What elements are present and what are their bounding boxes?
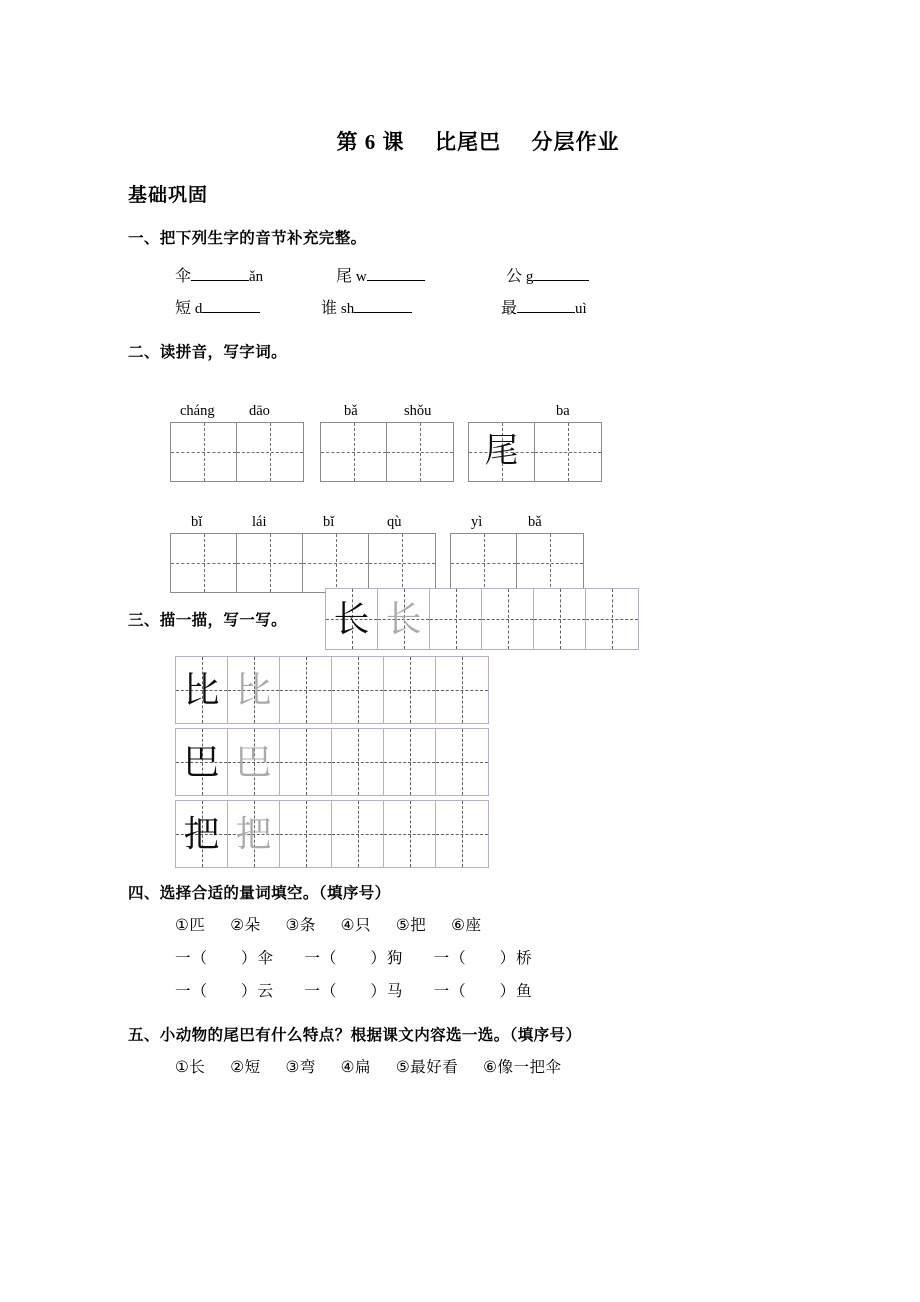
tianzige-cell[interactable] — [237, 534, 303, 592]
option-item[interactable]: ④扁 — [340, 1059, 372, 1077]
fill-blank-item[interactable]: 一（ ）桥 — [433, 950, 533, 968]
trace-glyph-outline: 把 — [235, 814, 272, 854]
pinyin-label: ba — [556, 403, 570, 420]
tianzige-grid[interactable] — [170, 533, 436, 593]
syllable-blank[interactable] — [533, 268, 589, 281]
page-title — [0, 0, 920, 156]
syllable-item[interactable] — [501, 293, 587, 325]
title-lesson: 第 6 课 — [336, 130, 405, 154]
trace-glyph-model: 巴 — [183, 742, 220, 782]
trace-cell[interactable] — [384, 801, 436, 867]
syllable-char: 谁 — [321, 300, 338, 318]
fill-blank-item[interactable]: 一（ ）狗 — [304, 950, 404, 968]
syllable-prefix: w — [355, 269, 367, 286]
tianzige-cell[interactable] — [469, 423, 535, 481]
exercise-2-prompt: 二、读拼音，写字词。 — [128, 344, 288, 362]
syllable-char: 伞 — [175, 268, 192, 286]
trace-glyph-outline: 巴 — [235, 742, 272, 782]
tianzige-cell[interactable] — [387, 423, 453, 481]
option-item[interactable]: ②短 — [230, 1059, 261, 1077]
option-item[interactable]: ⑤最好看 — [395, 1059, 459, 1077]
option-item[interactable]: ③条 — [285, 917, 316, 935]
trace-cell[interactable] — [430, 589, 482, 649]
trace-row[interactable] — [325, 588, 639, 650]
tianzige-grid[interactable] — [170, 422, 304, 482]
trace-cell[interactable] — [326, 589, 378, 649]
trace-glyph-model: 比 — [183, 670, 220, 710]
tianzige-cell[interactable] — [321, 423, 387, 481]
exercise-5-prompt: 五、小动物的尾巴有什么特点？根据课文内容选一选。（填序号） — [128, 1027, 582, 1044]
syllable-prefix: sh — [340, 301, 355, 318]
trace-glyph-model: 长 — [333, 599, 370, 639]
pinyin-label: bǎ — [528, 514, 542, 531]
syllable-char: 公 — [506, 268, 523, 286]
pinyin-label: bǐ — [191, 514, 203, 531]
exercise-2-body — [0, 371, 920, 591]
tianzige-cell[interactable] — [535, 423, 601, 481]
cell-glyph — [517, 534, 583, 592]
syllable-char: 尾 — [336, 268, 353, 286]
trace-cell[interactable] — [280, 801, 332, 867]
title-type: 分层作业 — [531, 130, 620, 154]
trace-row[interactable] — [175, 800, 489, 868]
syllable-blank[interactable] — [517, 300, 575, 313]
syllable-char: 短 — [175, 300, 192, 318]
trace-cell[interactable] — [586, 589, 638, 649]
syllable-suffix: uì — [575, 301, 587, 318]
pinyin-label: bǐ — [323, 514, 335, 531]
tianzige-cell[interactable] — [303, 534, 369, 592]
cell-glyph — [171, 423, 236, 481]
exercise-4-options — [0, 913, 920, 935]
syllable-char: 最 — [501, 300, 518, 318]
trace-cell[interactable] — [384, 729, 436, 795]
exercise-1-row — [175, 261, 920, 293]
exercise-1-prompt: 一、把下列生字的音节补充完整。 — [128, 230, 367, 247]
trace-row[interactable] — [175, 728, 489, 796]
trace-cell[interactable] — [534, 589, 586, 649]
trace-cell[interactable] — [228, 801, 280, 867]
title-name: 比尾巴 — [435, 130, 501, 154]
trace-cell[interactable] — [228, 729, 280, 795]
option-item[interactable]: ①匹 — [175, 917, 206, 935]
option-item[interactable]: ②朵 — [230, 917, 261, 935]
syllable-item[interactable] — [175, 293, 260, 325]
cell-glyph — [237, 534, 302, 592]
syllable-blank[interactable] — [202, 300, 260, 313]
cell-glyph — [321, 423, 386, 481]
exercise-4-prompt: 四、选择合适的量词填空。（填序号） — [128, 885, 391, 902]
tianzige-cell[interactable] — [237, 423, 303, 481]
fill-blank-item[interactable]: 一（ ）马 — [304, 983, 404, 1001]
pinyin-label: cháng — [180, 403, 215, 420]
syllable-item[interactable] — [336, 261, 425, 293]
tianzige-grid[interactable] — [450, 533, 584, 593]
trace-glyph-model: 把 — [183, 814, 220, 854]
trace-glyph-outline: 比 — [235, 670, 272, 710]
fill-blank-item[interactable]: 一（ ）鱼 — [433, 983, 533, 1001]
trace-cell[interactable] — [378, 589, 430, 649]
option-item[interactable]: ①长 — [175, 1059, 206, 1077]
syllable-suffix: ǎn — [249, 269, 264, 286]
cell-glyph — [369, 534, 435, 592]
trace-cell[interactable] — [176, 729, 228, 795]
tianzige-cell[interactable] — [171, 423, 237, 481]
cell-glyph — [303, 534, 368, 592]
trace-cell[interactable] — [176, 801, 228, 867]
fill-blank-item[interactable]: 一（ ）伞 — [175, 950, 275, 968]
tianzige-cell[interactable] — [451, 534, 517, 592]
trace-cell[interactable] — [436, 657, 488, 723]
tianzige-cell[interactable] — [171, 534, 237, 592]
fill-blank-item[interactable]: 一（ ）云 — [175, 983, 275, 1001]
tianzige-grid[interactable] — [468, 422, 602, 482]
syllable-item[interactable] — [175, 261, 263, 293]
section-heading: 基础巩固 — [128, 185, 209, 206]
option-item[interactable]: ④只 — [340, 917, 372, 935]
trace-cell[interactable] — [482, 589, 534, 649]
trace-cell[interactable] — [332, 729, 384, 795]
pinyin-label: shǒu — [404, 403, 432, 420]
exercise-5-options — [0, 1055, 920, 1077]
syllable-item[interactable] — [506, 261, 589, 293]
option-item[interactable]: ⑤把 — [395, 917, 427, 935]
cell-glyph — [237, 423, 303, 481]
exercise-3-body — [0, 586, 920, 872]
exercise-4-body — [0, 884, 920, 1001]
exercise-1-row — [175, 293, 920, 325]
pinyin-label: yì — [471, 514, 483, 531]
syllable-blank[interactable] — [354, 300, 412, 313]
trace-cell[interactable] — [436, 729, 488, 795]
pinyin-label: lái — [252, 514, 267, 531]
syllable-prefix: d — [194, 301, 203, 318]
cell-glyph — [451, 534, 516, 592]
exercise-5-body — [0, 1026, 920, 1077]
exercise-3-prompt: 三、描一描，写一写。 — [128, 612, 288, 629]
trace-row[interactable] — [175, 656, 489, 724]
option-item[interactable]: ⑥座 — [451, 917, 482, 935]
option-item[interactable]: ③弯 — [285, 1059, 316, 1077]
trace-cell[interactable] — [384, 657, 436, 723]
pinyin-label: qù — [387, 514, 402, 531]
cell-glyph — [535, 423, 601, 481]
exercise-4-fill-row — [0, 946, 920, 968]
option-item[interactable]: ⑥像一把伞 — [483, 1059, 562, 1077]
trace-cell[interactable] — [176, 657, 228, 723]
pinyin-label: dāo — [249, 403, 270, 420]
tianzige-cell[interactable] — [517, 534, 583, 592]
trace-cell[interactable] — [228, 657, 280, 723]
tianzige-cell[interactable] — [369, 534, 435, 592]
trace-cell[interactable] — [332, 801, 384, 867]
trace-cell[interactable] — [332, 657, 384, 723]
syllable-prefix: g — [525, 269, 534, 286]
pinyin-label: bǎ — [344, 403, 358, 420]
cell-glyph — [387, 423, 453, 481]
exercise-1-body — [0, 261, 920, 325]
trace-cell[interactable] — [280, 729, 332, 795]
trace-cell[interactable] — [436, 801, 488, 867]
cell-glyph — [171, 534, 236, 592]
trace-glyph-outline: 长 — [385, 599, 422, 639]
syllable-blank[interactable] — [367, 268, 425, 281]
exercise-4-fill-row — [0, 979, 920, 1001]
cell-glyph: 尾 — [484, 433, 519, 471]
syllable-item[interactable] — [321, 293, 412, 325]
syllable-blank[interactable] — [191, 268, 249, 281]
tianzige-grid[interactable] — [320, 422, 454, 482]
trace-cell[interactable] — [280, 657, 332, 723]
